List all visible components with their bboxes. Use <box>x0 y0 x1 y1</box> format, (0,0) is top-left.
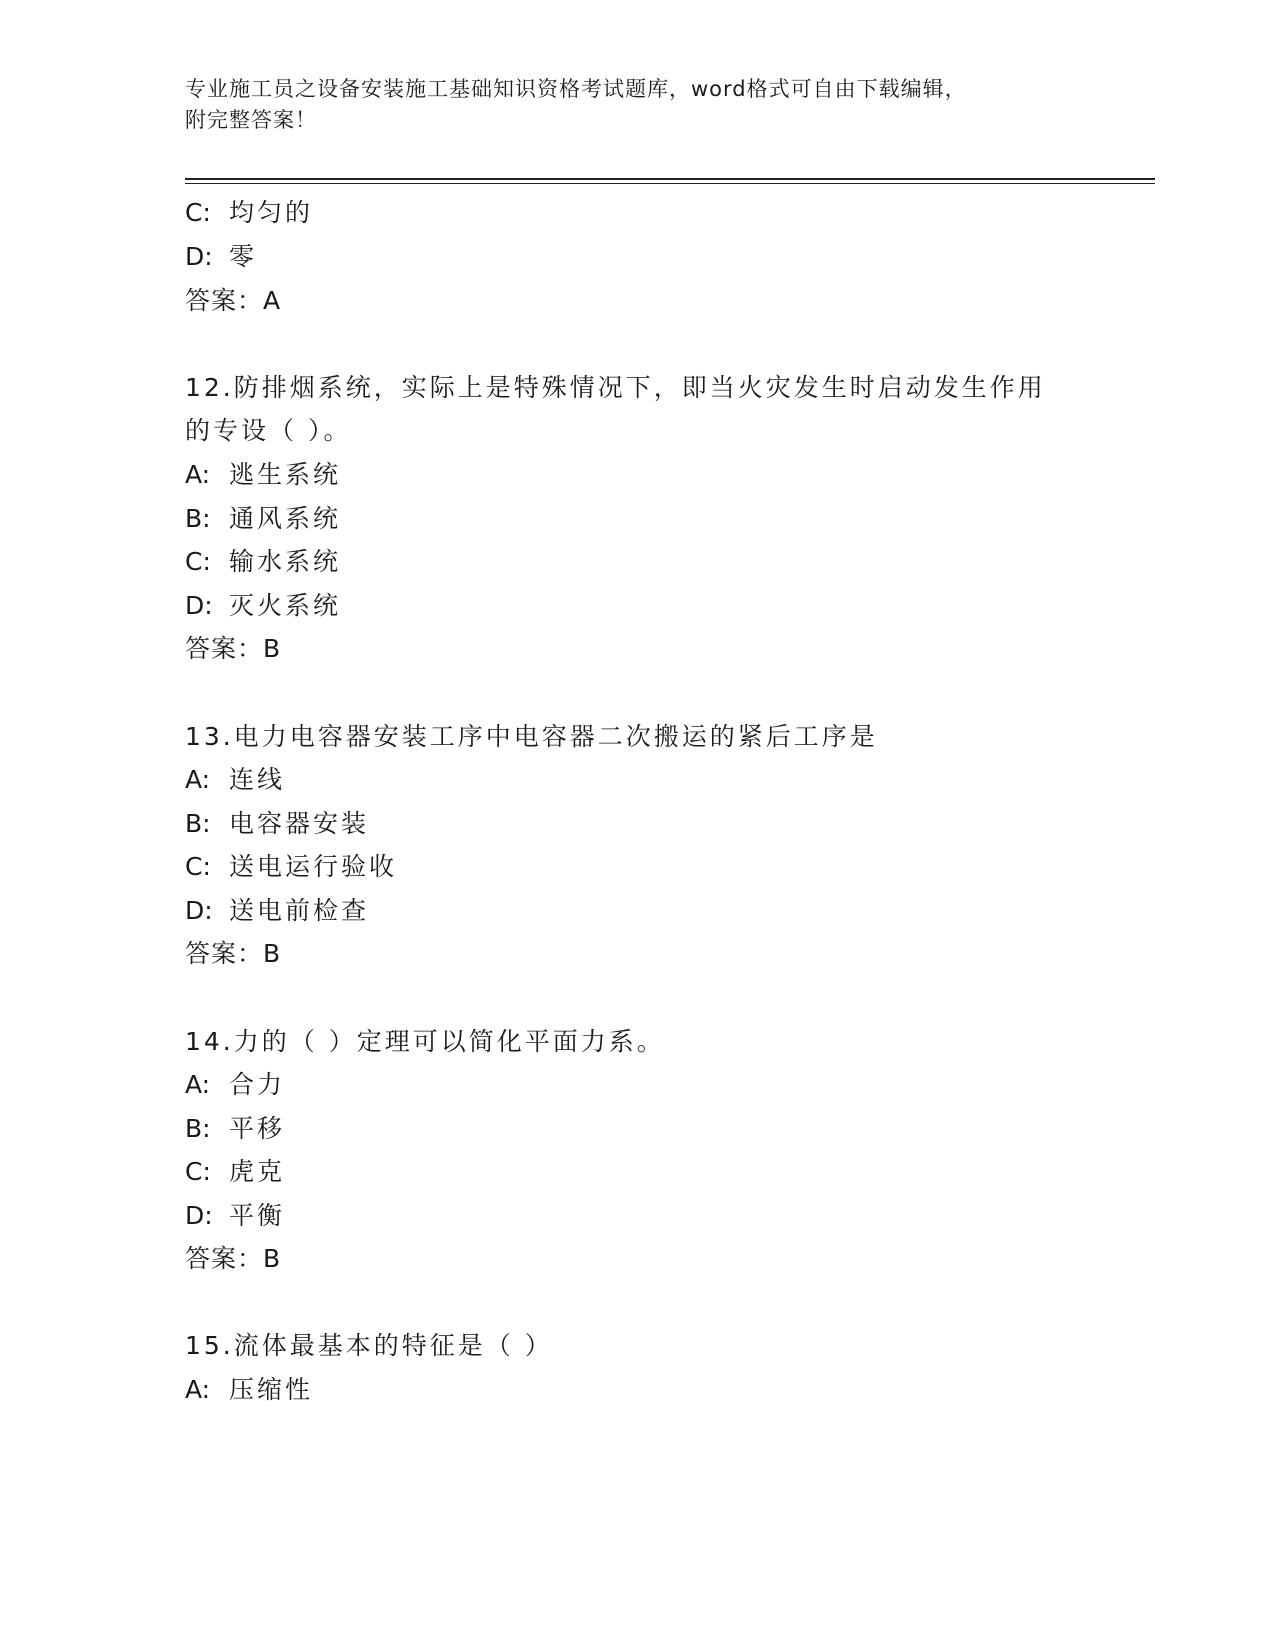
q15-option-a: A: 压缩性 <box>185 1375 314 1404</box>
q12-option-c: C: 输水系统 <box>185 547 342 576</box>
q12-answer: 答案：B <box>185 634 282 663</box>
header-line-2: 附完整答案！ <box>185 108 317 132</box>
q13-option-d: D: 送电前检查 <box>185 896 370 925</box>
q11-answer: 答案：A <box>185 286 282 315</box>
q14-option-c: C: 虎克 <box>185 1157 286 1186</box>
q12-option-a: A: 逃生系统 <box>185 460 342 489</box>
q11-option-c: C: 均匀的 <box>185 198 314 227</box>
q12-stem-line-1: 12.防排烟系统，实际上是特殊情况下，即当火灾发生时启动发生作用 <box>185 373 1046 402</box>
q14-option-a: A: 合力 <box>185 1070 286 1099</box>
q12-stem-line-2: 的专设（ ）。 <box>185 416 352 445</box>
header-rule-thick <box>185 178 1155 180</box>
q12-option-b: B: 通风系统 <box>185 504 342 533</box>
q15-stem-line-1: 15.流体最基本的特征是（ ） <box>185 1331 553 1360</box>
q13-option-c: C: 送电运行验收 <box>185 852 398 881</box>
q14-answer: 答案：B <box>185 1244 282 1273</box>
q11-option-d: D: 零 <box>185 242 258 271</box>
q13-option-b: B: 电容器安装 <box>185 809 370 838</box>
q14-option-d: D: 平衡 <box>185 1201 286 1230</box>
q13-answer: 答案：B <box>185 939 282 968</box>
q14-option-b: B: 平移 <box>185 1114 286 1143</box>
q12-option-d: D: 灭火系统 <box>185 591 342 620</box>
header-line-1: 专业施工员之设备安装施工基础知识资格考试题库，word格式可自由下载编辑， <box>185 77 967 101</box>
q13-stem-line-1: 13.电力电容器安装工序中电容器二次搬运的紧后工序是 <box>185 722 878 751</box>
q13-option-a: A: 连线 <box>185 765 286 794</box>
header-rule-thin <box>185 183 1155 184</box>
q14-stem-line-1: 14.力的（ ）定理可以简化平面力系。 <box>185 1027 665 1056</box>
document-header <box>185 74 1085 136</box>
